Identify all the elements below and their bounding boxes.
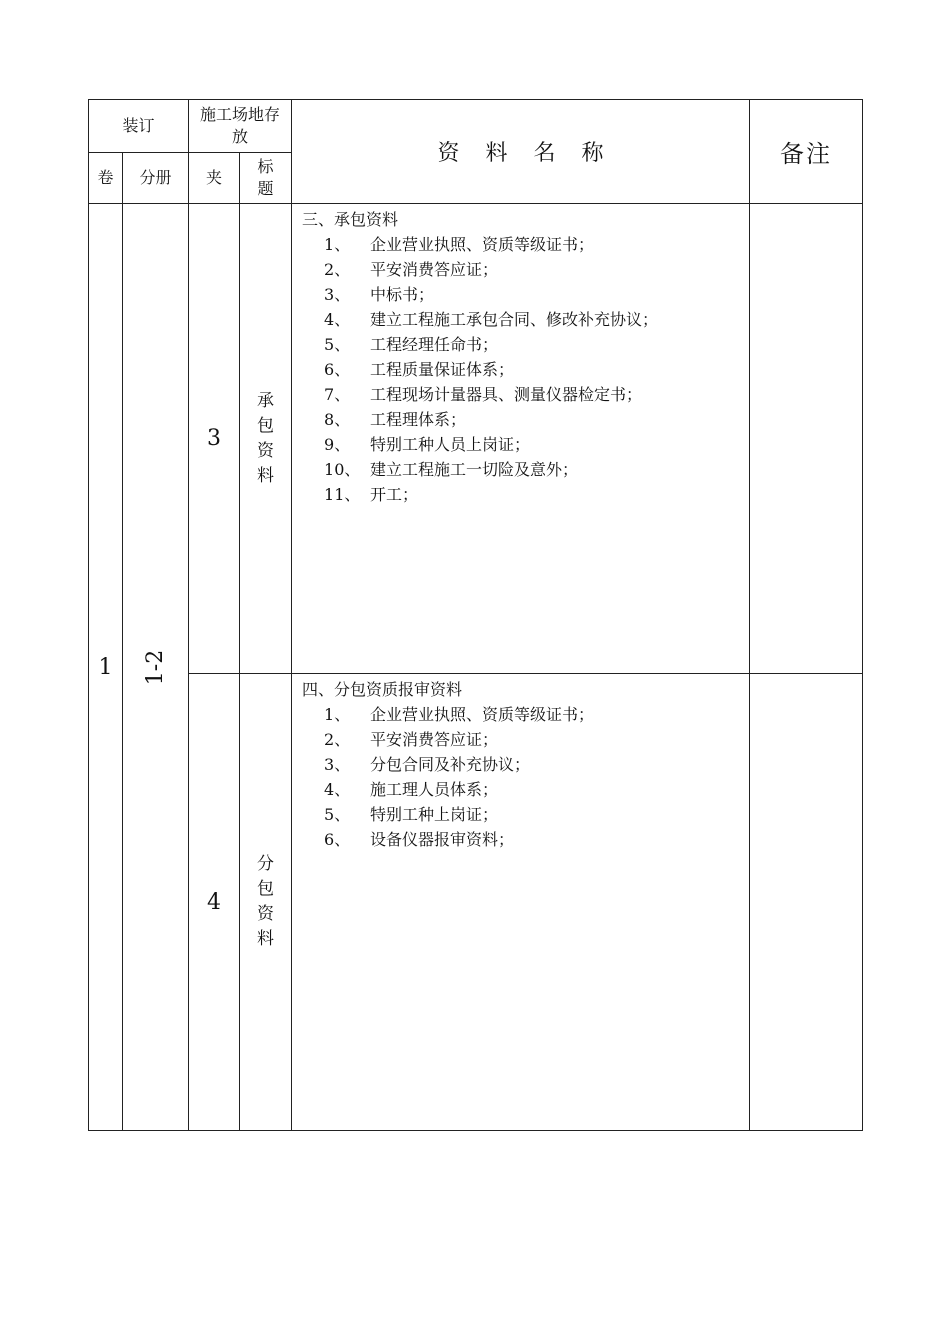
header-volume: 卷: [89, 153, 123, 204]
archive-index-table: [88, 99, 863, 1131]
list-item: 3、 分包合同及补充协议；: [324, 755, 531, 774]
list-item: 4、 建立工程施工承包合同、修改补充协议；: [324, 310, 659, 329]
list-item: 4、 施工理人员体系；: [324, 780, 499, 799]
section-title-vertical: 承 包 资 料: [240, 204, 292, 674]
remark-cell: [750, 204, 863, 674]
folder-number: 3: [189, 204, 240, 674]
sub-volume-value: 1-2: [143, 649, 168, 685]
header-remark: 备注: [750, 100, 863, 204]
header-site-storage: 施工场地存放: [189, 100, 292, 153]
list-item: 3、 中标书；: [324, 285, 435, 304]
volume-value: 1: [89, 204, 123, 1131]
list-item: 6、 工程质量保证体系；: [324, 360, 515, 379]
section-heading: 三、承包资料: [302, 210, 399, 229]
section-content: [292, 204, 750, 674]
header-binding: 装订: [89, 100, 189, 153]
list-item: 5、 特别工种上岗证；: [324, 805, 499, 824]
list-item: 2、 平安消费答应证；: [324, 260, 499, 279]
header-title-col: 标题: [240, 153, 292, 204]
list-item: 11、 开工；: [324, 485, 419, 504]
remark-cell: [750, 674, 863, 1131]
section-content: [292, 674, 750, 1131]
list-item: 2、 平安消费答应证；: [324, 730, 499, 749]
list-item: 5、 工程经理任命书；: [324, 335, 499, 354]
list-item: 7、 工程现场计量器具、测量仪器检定书；: [324, 385, 643, 404]
list-item: 8、 工程理体系；: [324, 410, 467, 429]
header-sub-volume: 分册: [123, 153, 189, 204]
header-doc-name: 资料名称: [292, 100, 750, 204]
list-item: 1、 企业营业执照、资质等级证书；: [324, 235, 595, 254]
section-heading: 四、分包资质报审资料: [302, 680, 463, 699]
list-item: 10、 建立工程施工一切险及意外；: [324, 460, 579, 479]
header-folder: 夹: [189, 153, 240, 204]
folder-number: 4: [189, 674, 240, 1131]
sub-volume-cell: [123, 204, 189, 1131]
section-title-vertical: 分 包 资 料: [240, 674, 292, 1131]
list-item: 6、 设备仪器报审资料；: [324, 830, 515, 849]
list-item: 9、 特别工种人员上岗证；: [324, 435, 531, 454]
list-item: 1、 企业营业执照、资质等级证书；: [324, 705, 595, 724]
